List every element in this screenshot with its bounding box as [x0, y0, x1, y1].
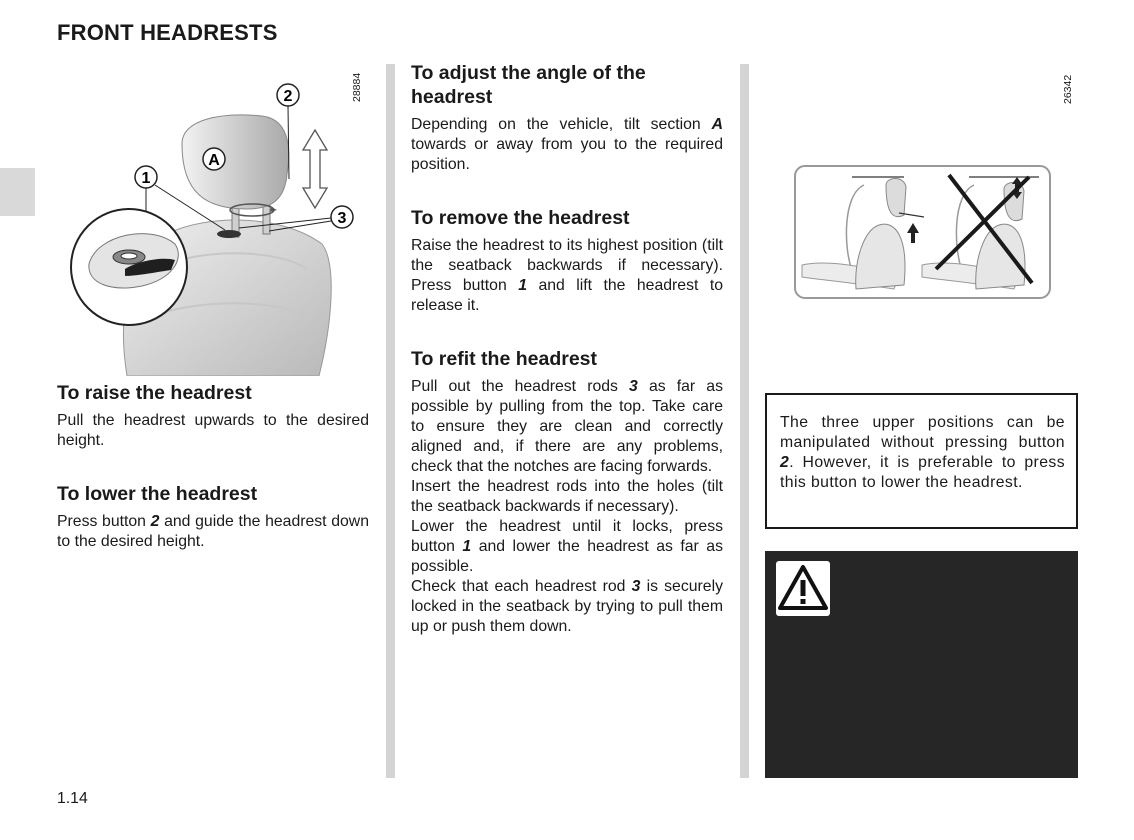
text-raise: Pull the headrest upwards to the desired height. — [57, 412, 369, 449]
text-refit-2: Insert the headrest rods into the holes (tilt the seatback backwards if necessary). — [411, 478, 723, 515]
section-angle — [411, 61, 723, 175]
section-lower — [57, 482, 369, 552]
label-button-1: 1 — [141, 170, 151, 187]
warning-triangle-icon — [776, 561, 830, 616]
label-tilt-a: A — [208, 152, 220, 169]
label-rods-3: 3 — [337, 210, 347, 227]
section-remove — [411, 206, 723, 316]
page-title: FRONT HEADRESTS — [57, 20, 278, 45]
text-lower: Press button 2 and guide the headrest down to the desired height. — [57, 513, 369, 550]
text-refit-4: Check that each headrest rod 3 is securely locked in the seatback by trying to pull them up or push them down. — [411, 578, 723, 635]
note-box — [765, 393, 1078, 529]
heading-refit: To refit the headrest — [411, 348, 598, 370]
column-separator-right — [740, 64, 749, 778]
figure-code-right: 26342 — [1062, 74, 1074, 104]
headrest-figure — [57, 64, 369, 376]
note-text: The three upper positions can be manipulated without pressing button 2. However, it is preferable to press this button to lower the headrest. — [780, 414, 1065, 491]
label-button-2: 2 — [283, 88, 293, 105]
text-refit-3: Lower the headrest until it locks, press button 1 and lower the headrest as far as possible. — [411, 518, 723, 575]
section-raise — [57, 381, 369, 451]
warning-box — [765, 551, 1078, 778]
heading-angle: To adjust the angle of the headrest — [411, 62, 646, 108]
page-number: 1.14 — [57, 790, 88, 807]
chapter-tab-marker — [0, 168, 35, 216]
heading-remove: To remove the headrest — [411, 207, 630, 229]
column-separator-left — [386, 64, 395, 778]
ref-button-1: 1 — [518, 277, 527, 294]
ref-button-2-note: 2 — [780, 454, 790, 471]
text-remove: Raise the headrest to its highest position (tilt the seatback backwards if necessary). Press button 1 and lift the headrest to release it. — [411, 237, 723, 314]
text-angle: Depending on the vehicle, tilt section A towards or away from you to the required position. — [411, 116, 723, 173]
headrest-position-figure — [794, 165, 1051, 299]
heading-raise: To raise the headrest — [57, 382, 252, 404]
section-refit — [411, 347, 723, 637]
headrest-illustration — [57, 64, 369, 376]
heading-lower: To lower the headrest — [57, 483, 258, 505]
ref-section-a: A — [711, 116, 723, 133]
figure-code-left: 28884 — [351, 72, 363, 102]
headrest-position-illustration — [794, 165, 1051, 299]
text-refit-1: Pull out the headrest rods 3 as far as possible by pulling from the top. Take care to ensure they are clean and correctly aligned and, if there are any problems, check that the notches are facing forwards. — [411, 378, 723, 475]
ref-button-2: 2 — [150, 513, 160, 530]
